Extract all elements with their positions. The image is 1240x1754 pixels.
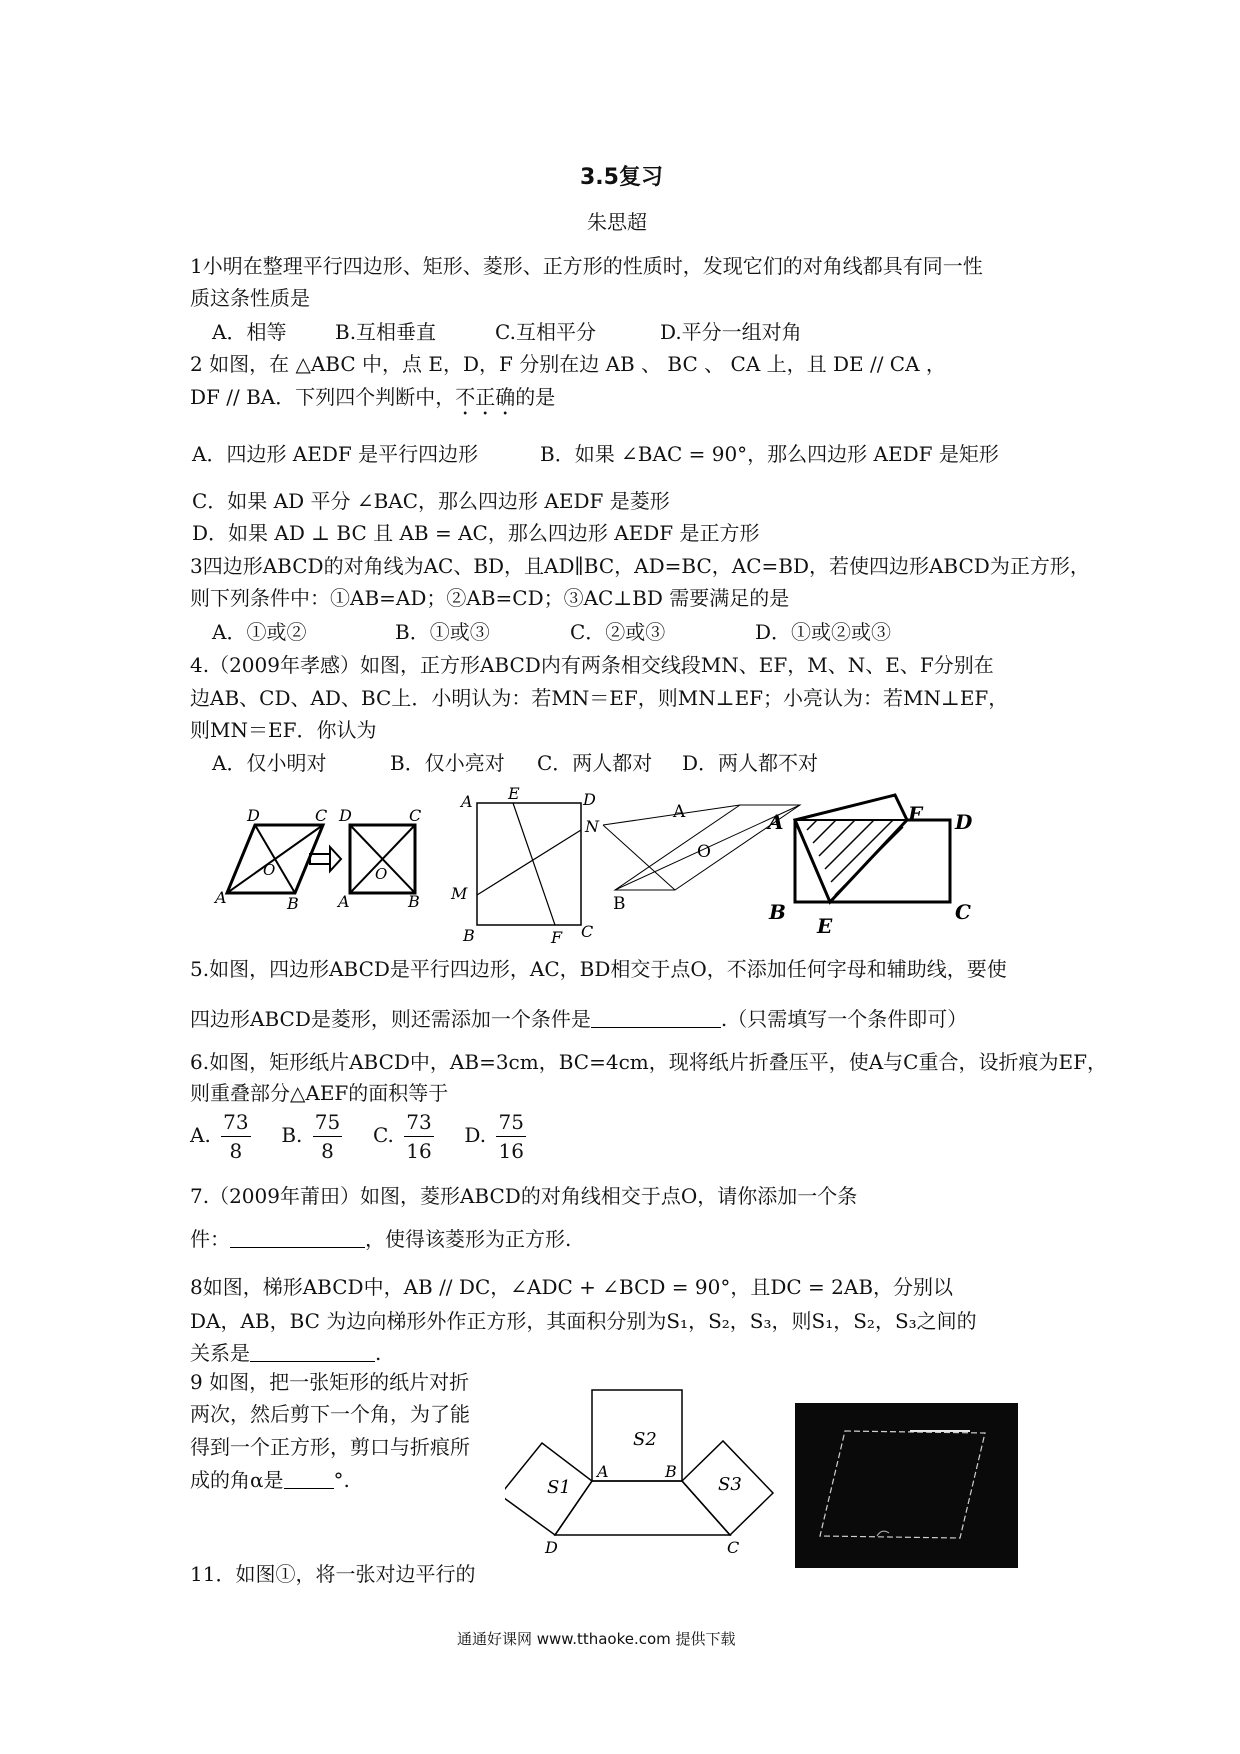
q6-option-c-num: 73 [404, 1108, 433, 1137]
fig2-label-o: O [375, 865, 388, 883]
q6-option-c-den: 16 [406, 1139, 432, 1163]
fig5-label-e: E [817, 914, 833, 938]
q1-stem-line1: 1小明在整理平行四边形、矩形、菱形、正方形的性质时，发现它们的对角线都具有同一性 [190, 254, 983, 278]
q2-option-b: B．如果 ∠BAC = 90°，那么四边形 AEDF 是矩形 [540, 442, 999, 466]
q8-stem-line3-b: . [375, 1341, 382, 1365]
q6-option-d-den: 16 [498, 1139, 524, 1163]
q4-stem-line3: 则MN＝EF．你认为 [190, 718, 377, 742]
fig2-label-c: C [409, 806, 422, 825]
q8-stem-line3 [190, 1339, 381, 1367]
fig1-label-a: A [215, 888, 227, 907]
q6-option-b-den: 8 [321, 1139, 334, 1163]
q6-option-a-fraction [221, 1108, 250, 1165]
q1-option-d: D.平分一组对角 [660, 320, 802, 344]
fig6-label-d: D [545, 1538, 558, 1557]
fig1-label-d: D [247, 806, 260, 825]
q2-option-a: A．四边形 AEDF 是平行四边形 [192, 442, 479, 466]
q6-options [190, 1108, 530, 1165]
fig3-label-m: M [451, 884, 468, 903]
q2-emphasis: 不正确 [455, 385, 516, 409]
q8-stem-line1: 8如图，梯形ABCD中，AB // DC，∠ADC + ∠BCD = 90°，且DC = 2AB，分别以 [190, 1275, 954, 1299]
q9-answer-blank[interactable] [284, 1468, 334, 1489]
q6-option-b-label: B. [281, 1123, 303, 1147]
q3-option-b: B．①或③ [395, 620, 490, 644]
q1-option-c: C.互相平分 [495, 320, 596, 344]
arrow-icon [310, 847, 341, 871]
q1-stem-line2: 质这条性质是 [190, 286, 310, 310]
fig4-label-b: B [613, 894, 626, 914]
fig1-label-o: O [263, 861, 276, 879]
q6-option-d-num: 75 [496, 1108, 525, 1137]
q2-stem-line1: 2 如图，在 △ABC 中，点 E，D，F 分别在边 AB 、 BC 、 CA 上，且 DE // CA ， [190, 352, 946, 376]
fig6-label-s2: S2 [633, 1429, 657, 1450]
q9-stem-line4-a: 成的角α是 [190, 1468, 284, 1492]
page-footer: 通通好课网 www.tthaoke.com 提供下载 [457, 1630, 736, 1648]
q7-stem-line1: 7.（2009年莆田）如图，菱形ABCD的对角线相交于点O，请你添加一个条 [190, 1184, 858, 1208]
figure-trapezoid-squares [505, 1385, 775, 1565]
fig5-label-a: A [768, 810, 784, 834]
q9-stem-line4-b: °. [333, 1468, 350, 1492]
q6-stem-line2: 则重叠部分△AEF的面积等于 [190, 1081, 449, 1105]
q9-stem-line3: 得到一个正方形，剪口与折痕所 [190, 1435, 470, 1459]
fig3-label-n: N [585, 817, 599, 836]
q3-stem-line1: 3四边形ABCD的对角线为AC、BD，且AD∥BC，AD=BC，AC=BD，若使四边形ABCD为正方形， [190, 554, 1090, 578]
q5-stem-line2-a: 四边形ABCD是菱形，则还需添加一个条件是 [190, 1007, 591, 1031]
q2-option-c: C．如果 AD 平分 ∠BAC，那么四边形 AEDF 是菱形 [192, 489, 670, 513]
q6-option-b-num: 75 [313, 1108, 342, 1137]
q3-option-d: D．①或②或③ [755, 620, 892, 644]
q6-option-d-label: D. [464, 1123, 487, 1147]
q11-stem-line1: 11．如图①，将一张对边平行的 [190, 1562, 476, 1586]
figure-dark-parallelogram [795, 1403, 1018, 1568]
q4-option-b: B．仅小亮对 [390, 751, 505, 775]
q4-option-d: D．两人都不对 [682, 751, 819, 775]
fig3-label-f: F [551, 928, 563, 945]
fig1-label-c: C [315, 806, 328, 825]
q8-answer-blank[interactable] [250, 1341, 375, 1362]
q5-stem-line2 [190, 1005, 967, 1033]
q7-stem-line2-b: ，使得该菱形为正方形. [365, 1227, 572, 1251]
fig2-label-b: B [408, 892, 420, 911]
fig5-label-c: C [955, 900, 971, 924]
q6-option-d-fraction [496, 1108, 525, 1165]
q3-stem-line2: 则下列条件中：①AB=AD；②AB=CD；③AC⊥BD 需要满足的是 [190, 586, 790, 610]
q2-stem-line2 [190, 383, 555, 420]
fig4-label-a: A [673, 802, 686, 822]
fig3-label-c: C [581, 922, 594, 941]
q7-stem-line2-a: 件： [190, 1227, 230, 1251]
q7-stem-line2 [190, 1225, 571, 1253]
fig1-label-b: B [287, 894, 299, 913]
q5-answer-blank[interactable] [591, 1007, 721, 1028]
q7-answer-blank[interactable] [230, 1227, 365, 1248]
figure-parallelogram [227, 825, 323, 893]
fig6-label-s1: S1 [547, 1477, 571, 1498]
fig5-label-d: D [955, 810, 973, 834]
fig2-label-d: D [339, 806, 352, 825]
q5-stem-line1: 5.如图，四边形ABCD是平行四边形，AC，BD相交于点O，不添加任何字母和辅助线，要使 [190, 957, 1007, 981]
q3-option-a: A．①或② [212, 620, 307, 644]
q4-stem-line2: 边AB、CD、AD、BC上．小明认为：若MN＝EF，则MN⊥EF；小亮认为：若MN⊥EF， [190, 686, 1009, 710]
q9-stem-line2: 两次，然后剪下一个角，为了能 [190, 1402, 470, 1426]
fig2-label-a: A [338, 892, 350, 911]
fig6-label-s3: S3 [718, 1474, 742, 1495]
q8-stem-line2: DA，AB，BC 为边向梯形外作正方形，其面积分别为S₁，S₂，S₃，则S₁，S₂，S₃之间的 [190, 1309, 977, 1333]
fig6-label-a: A [597, 1462, 609, 1481]
q4-stem-line1: 4.（2009年孝感）如图，正方形ABCD内有两条相交线段MN、EF，M、N、E、F分别在 [190, 653, 994, 677]
fig3-label-d: D [583, 790, 596, 809]
page-title: 3.5复习 [580, 165, 663, 190]
fig3-label-a: A [461, 792, 473, 811]
q6-option-a-label: A. [190, 1123, 211, 1147]
figure-square-mnef [477, 803, 581, 925]
q1-option-b: B.互相垂直 [335, 320, 437, 344]
q1-option-a: A．相等 [212, 320, 287, 344]
fig5-label-b: B [769, 900, 786, 924]
q2-option-d: D．如果 AD ⊥ BC 且 AB = AC，那么四边形 AEDF 是正方形 [192, 521, 760, 545]
q9-stem-line4 [190, 1466, 350, 1494]
figure-folded-rectangle [795, 795, 950, 902]
fig4-label-o: O [697, 842, 711, 862]
q6-option-a-num: 73 [221, 1108, 250, 1137]
q4-option-a: A．仅小明对 [212, 751, 327, 775]
fig6-label-c: C [727, 1538, 740, 1557]
q4-option-c: C．两人都对 [537, 751, 653, 775]
q5-stem-line2-b: .（只需填写一个条件即可） [720, 1007, 968, 1031]
fig3-label-e: E [508, 785, 520, 803]
fig6-label-b: B [665, 1462, 677, 1481]
q6-option-c-label: C. [372, 1123, 394, 1147]
author: 朱思超 [587, 210, 647, 234]
fig5-label-f: F [908, 802, 923, 826]
fig3-label-b: B [463, 926, 475, 945]
q6-option-c-fraction [404, 1108, 433, 1165]
q6-stem-line1: 6.如图，矩形纸片ABCD中，AB=3cm，BC=4cm，现将纸片折叠压平，使A与C重合，设折痕为EF， [190, 1050, 1107, 1074]
figures-row [195, 785, 1095, 945]
q2-stem-line2-c: 的是 [515, 385, 556, 409]
q9-stem-line1: 9 如图，把一张矩形的纸片对折 [190, 1370, 470, 1394]
q8-stem-line3-a: 关系是 [190, 1341, 250, 1365]
q6-option-a-den: 8 [229, 1139, 243, 1163]
q6-option-b-fraction [313, 1108, 342, 1165]
q2-stem-line2-a: DF // BA．下列四个判断中， [190, 385, 456, 409]
q3-option-c: C．②或③ [570, 620, 666, 644]
